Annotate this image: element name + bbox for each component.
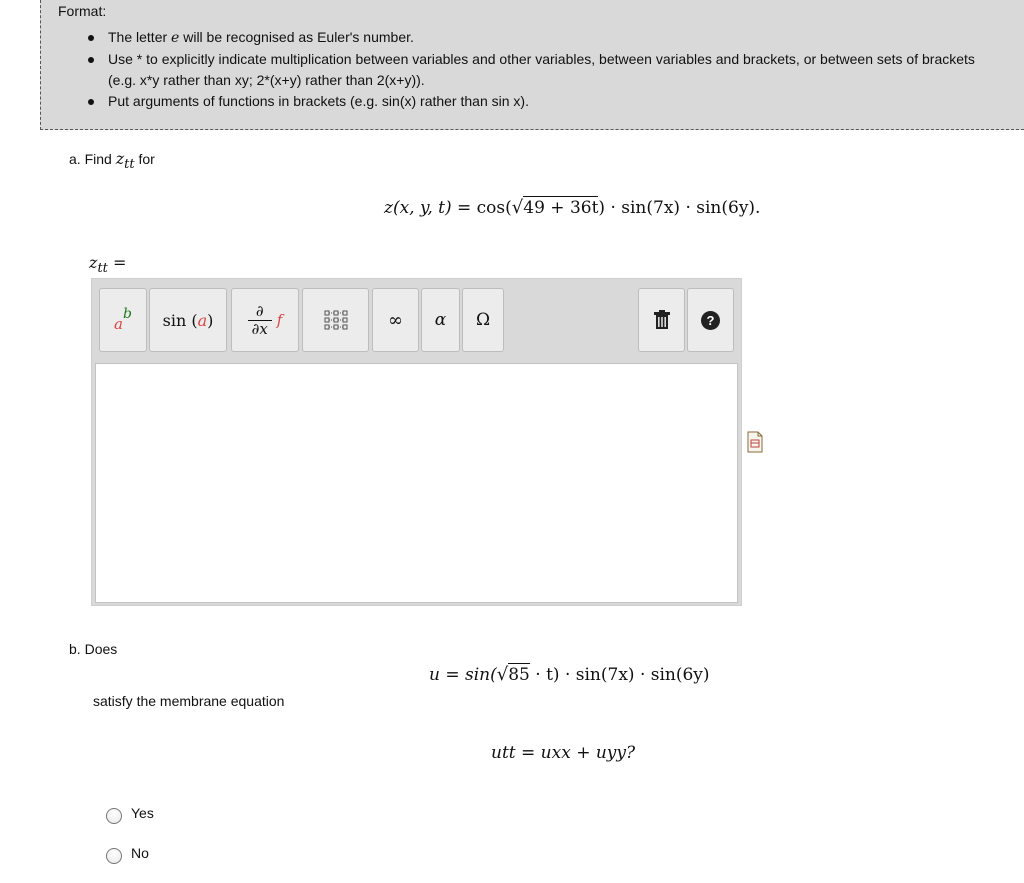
- trash-icon: [653, 310, 671, 330]
- greek-button[interactable]: [421, 288, 460, 352]
- part-a-question: [69, 149, 155, 172]
- alpha-icon: α: [434, 310, 447, 330]
- math-editor: [91, 278, 742, 606]
- format-title: Format:: [58, 3, 107, 19]
- does-text: Does: [84, 641, 118, 657]
- format-item-euler: The letter e will be recognised as Euler's number.: [93, 27, 993, 49]
- delete-button[interactable]: [638, 288, 685, 352]
- infinity-button[interactable]: [372, 288, 419, 352]
- derivative-button[interactable]: ∂ ∂x f: [231, 288, 299, 352]
- option-no-label: No: [131, 845, 149, 861]
- find-text: Find: [84, 151, 112, 167]
- part-a-label: a.: [69, 151, 81, 167]
- z-variable: $z_{tt}$: [115, 149, 135, 173]
- document-preview-icon[interactable]: [747, 431, 763, 458]
- radio-yes[interactable]: [106, 808, 122, 824]
- radio-no[interactable]: [106, 848, 122, 864]
- infinity-icon: ∞: [388, 309, 403, 331]
- answer-input-area[interactable]: [95, 363, 738, 603]
- equation-z: z(x, y, t) = cos(√49 + 36t) · sin(7x) · sin(6y).: [384, 197, 761, 218]
- symbols-button[interactable]: [462, 288, 504, 352]
- format-list: [93, 27, 993, 112]
- part-b-label: b.: [69, 641, 81, 657]
- help-button[interactable]: [687, 288, 734, 352]
- for-text: for: [138, 151, 155, 167]
- help-icon: ?: [701, 311, 720, 330]
- format-item-multiplication: Use * to explicitly indicate multiplication between variables and other variables, between variables and brackets, or between sets of brackets (e.g. x*y rather than xy; 2*(x+y) rather than 2(x+y)).: [93, 49, 993, 91]
- matrix-button[interactable]: [302, 288, 369, 352]
- satisfy-text: satisfy the membrane equation: [93, 693, 285, 709]
- answer-label: $z_{tt}$ =: [89, 253, 127, 277]
- membrane-equation: utt = uxx + uyy?: [491, 743, 636, 763]
- matrix-icon: [323, 309, 349, 331]
- power-button[interactable]: a b: [99, 288, 147, 352]
- part-b-question: [69, 641, 117, 657]
- format-item-brackets: Put arguments of functions in brackets (e.g. sin(x) rather than sin x).: [93, 91, 993, 112]
- omega-icon: Ω: [475, 310, 491, 330]
- format-instructions-box: [40, 0, 1024, 130]
- function-button[interactable]: sin (a): [149, 288, 227, 352]
- option-yes-label: Yes: [131, 805, 154, 821]
- equation-u: u = sin(√85 · t) · sin(7x) · sin(6y): [429, 664, 710, 685]
